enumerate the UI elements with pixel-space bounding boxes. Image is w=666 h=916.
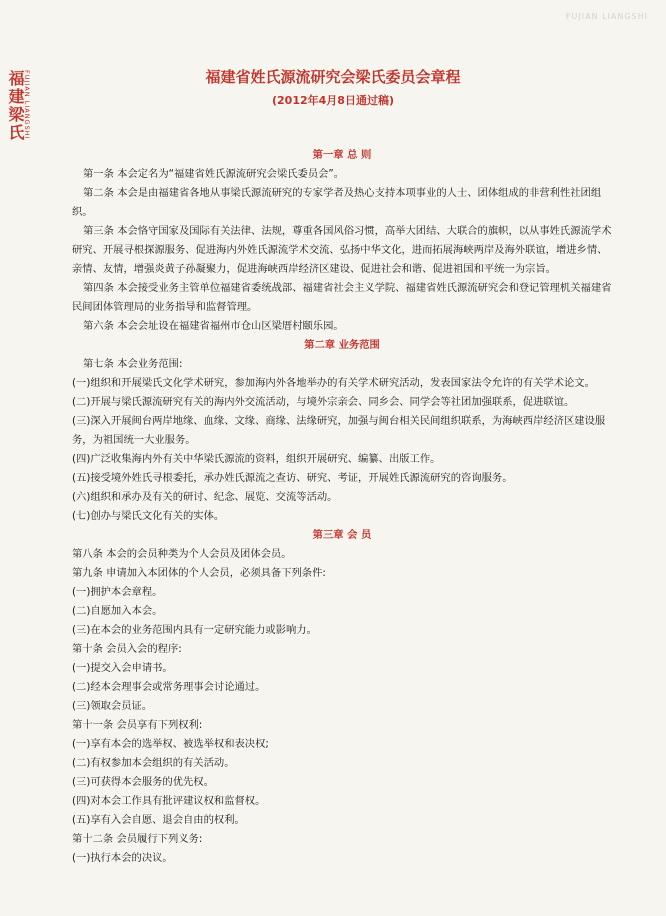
- article-paragraph: 第八条 本会的会员种类为个人会员及团体会员。: [72, 548, 292, 560]
- article-paragraph: 第十条 会员入会的程序:: [72, 643, 182, 655]
- list-item: (一)拥护本会章程。: [72, 586, 163, 598]
- article-paragraph: 第七条 本会业务范围:: [83, 358, 183, 370]
- list-item: (七)创办与梁氏文化有关的实体。: [72, 510, 225, 522]
- document-subtitle: (2012年4月8日通过稿): [272, 94, 394, 107]
- article-paragraph: 第十一条 会员享有下列权利:: [72, 719, 203, 731]
- chapter-heading: 第二章 业务范围: [304, 339, 380, 351]
- list-item: (一)提交入会申请书。: [72, 662, 173, 674]
- side-logo-pinyin: FUJIAN LIANGSHI: [23, 70, 31, 140]
- article-paragraph: 第十二条 会员履行下列义务:: [72, 833, 203, 845]
- chapter-heading: 第三章 会 员: [312, 529, 372, 541]
- side-logo-chars: 福建梁氏: [6, 70, 25, 142]
- article-paragraph: 第一条 本会定名为“福建省姓氏源流研究会梁氏委员会”。: [83, 168, 345, 180]
- article-paragraph: 第二条 本会是由福建省各地从事梁氏源流研究的专家学者及热心支持本项事业的人士、团体组成的非营利性社团组织。: [72, 187, 602, 218]
- article-paragraph: 第六条 本会会址设在福建省福州市仓山区梁厝村颐乐园。: [83, 320, 344, 332]
- list-item: (二)经本会理事会或常务理事会讨论通过。: [72, 681, 266, 693]
- document-body: [72, 146, 612, 868]
- list-item: (四)对本会工作具有批评建议权和监督权。: [72, 795, 266, 807]
- list-item: (二)有权参加本会组织的有关活动。: [72, 757, 235, 769]
- article-paragraph: 第四条 本会接受业务主管单位福建省委统战部、福建省社会主义学院、福建省姓氏源流研究会和登记管理机关福建省民间团体管理局的业务指导和监督管理。: [72, 282, 612, 313]
- list-item: (三)深入开展闽台两岸地缘、血缘、文缘、商缘、法缘研究，加强与闽台相关民间组织联系，为海峡西岸经济区建设服务，为祖国统一大业服务。: [72, 415, 606, 446]
- article-paragraph: 第九条 申请加入本团体的个人会员，必须具备下列条件:: [72, 567, 326, 579]
- chapter-heading: 第一章 总 则: [312, 149, 372, 161]
- list-item: (四)广泛收集海内外有关中华梁氏源流的资料，组织开展研究、编纂、出版工作。: [72, 453, 441, 465]
- list-item: (五)接受境外姓氏寻根委托，承办姓氏源流之查访、研究、考证，开展姓氏源流研究的咨询服务。: [72, 472, 513, 484]
- list-item: (六)组织和承办及有关的研讨、纪念、展览、交流等活动。: [72, 491, 338, 503]
- list-item: (三)在本会的业务范围内具有一定研究能力或影响力。: [72, 624, 317, 636]
- document-title: 福建省姓氏源流研究会梁氏委员会章程: [205, 68, 461, 86]
- list-item: (五)享有入会自愿、退会自由的权利。: [72, 814, 245, 826]
- corner-watermark: FUJIAN LIANGSHI: [565, 12, 648, 21]
- list-item: (一)组织和开展梁氏文化学术研究，参加海内外各地举办的有关学术研究活动，发表国家法令允许的有关学术论文。: [72, 377, 595, 389]
- list-item: (二)自愿加入本会。: [72, 605, 163, 617]
- list-item: (一)享有本会的选举权、被选举权和表决权;: [72, 738, 269, 750]
- list-item: (二)开展与梁氏源流研究有关的海内外交流活动，与境外宗亲会、同乡会、同学会等社团加强联系，促进联谊。: [72, 396, 575, 408]
- list-item: (一)执行本会的决议。: [72, 852, 173, 864]
- list-item: (三)领取会员证。: [72, 700, 153, 712]
- article-paragraph: 第三条 本会恪守国家及国际有关法律、法规，尊重各国风俗习惯，高举大团结、大联合的旗帜，以从事姓氏源流学术研究、开展寻根探源服务、促进海内外姓氏源流学术交流、弘扬中华文化，进而拓展海峡两岸及海外联谊，增进乡情、亲情、友情，增强炎黄子孙凝聚力，促进海峡西岸经济区建设、促进社会和谐、促进祖国和平统一为宗旨。: [72, 225, 612, 275]
- list-item: (三)可获得本会服务的优先权。: [72, 776, 214, 788]
